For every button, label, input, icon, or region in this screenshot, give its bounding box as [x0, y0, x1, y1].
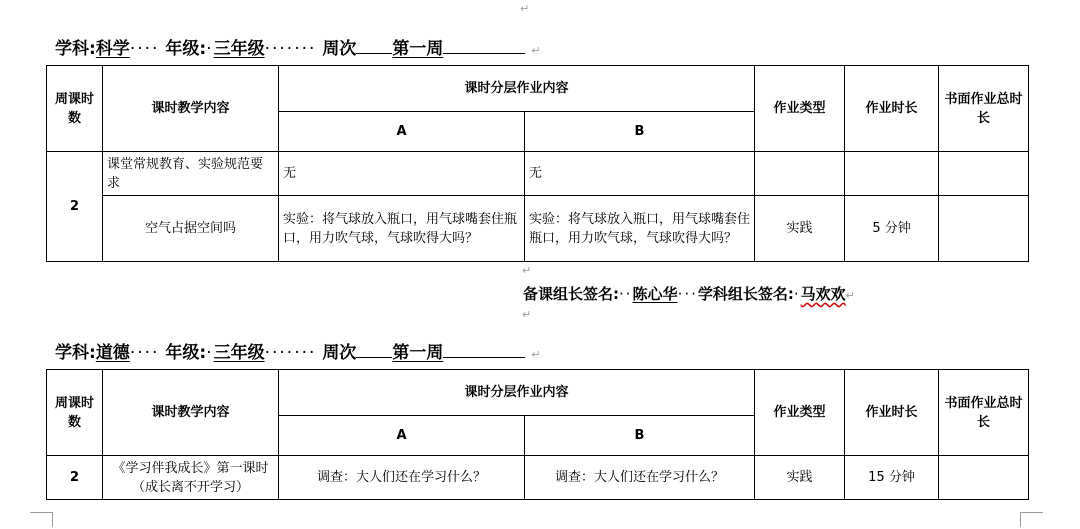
homework-table-science: [46, 65, 1029, 262]
row-duration: 5 分钟: [845, 196, 939, 262]
paragraph-mark: ↵: [520, 2, 530, 15]
row-a: 无: [279, 152, 525, 196]
header-period-count: 周课时数: [47, 66, 103, 152]
header-duration: 作业时长: [845, 66, 939, 152]
paragraph-mark: ↵: [845, 289, 855, 302]
week-value: 第一周: [392, 39, 444, 59]
header-layered: 课时分层作业内容: [279, 66, 755, 112]
period-count-value: 2: [47, 152, 103, 262]
row-written: [939, 456, 1029, 500]
paragraph-mark: ↵: [531, 44, 541, 57]
row-content: 空气占据空间吗: [103, 196, 279, 262]
paragraph-mark: ↵: [522, 264, 532, 277]
header-content: 课时教学内容: [103, 66, 279, 152]
page-corner-mark: [30, 512, 53, 527]
header-period-count: 周课时数: [47, 370, 103, 456]
row-a: 实验：将气球放入瓶口，用气球嘴套住瓶口，用力吹气球，气球吹得大吗？: [279, 196, 525, 262]
prep-leader-name: 陈心华: [632, 285, 678, 303]
grade-label: 年级:: [165, 343, 207, 363]
paragraph-mark: ↵: [522, 308, 532, 321]
section-heading-science: 学科:科学···· 年级:·三年级······· 周次 第一周 ↵: [55, 39, 541, 59]
grade-value: 三年级: [213, 343, 265, 363]
period-count-value: 2: [47, 456, 103, 500]
week-label: 周次: [322, 39, 357, 59]
grade-label: 年级:: [165, 39, 207, 59]
row-content: 《学习伴我成长》第一课时（成长离不开学习）: [103, 456, 279, 500]
header-type: 作业类型: [755, 66, 845, 152]
header-written-total: 书面作业总时长: [939, 66, 1029, 152]
subject-value: 科学: [95, 39, 130, 59]
header-content: 课时教学内容: [103, 370, 279, 456]
homework-table-morality: [46, 369, 1029, 500]
page-corner-mark: [1020, 512, 1043, 527]
section-heading-morality: 学科:道德···· 年级:·三年级······· 周次 第一周 ↵: [55, 343, 541, 363]
header-a: A: [279, 416, 525, 456]
row-a: 调查：大人们还在学习什么？: [279, 456, 525, 500]
row-type: [755, 152, 845, 196]
subject-label: 学科:: [55, 343, 96, 363]
week-label: 周次: [322, 343, 357, 363]
header-a: A: [279, 112, 525, 152]
row-written: [939, 196, 1029, 262]
prep-leader-label: 备课组长签名:: [523, 285, 619, 303]
row-written: [939, 152, 1029, 196]
subject-leader-label: 学科组长签名:: [697, 285, 794, 303]
row-b: 调查：大人们还在学习什么？: [525, 456, 755, 500]
row-type: 实践: [755, 196, 845, 262]
paragraph-mark: ↵: [531, 348, 541, 361]
row-duration: 15 分钟: [845, 456, 939, 500]
week-value: 第一周: [392, 343, 444, 363]
row-content: 课堂常规教育、实验规范要求: [103, 152, 279, 196]
subject-label: 学科:: [55, 39, 96, 59]
subject-leader-name: 马欢欢: [800, 285, 846, 303]
header-b: B: [525, 112, 755, 152]
header-b: B: [525, 416, 755, 456]
header-type: 作业类型: [755, 370, 845, 456]
row-b: 实验：将气球放入瓶口，用气球嘴套住瓶口，用力吹气球，气球吹得大吗？: [525, 196, 755, 262]
grade-value: 三年级: [213, 39, 265, 59]
signature-line: 备课组长签名:··陈心华···学科组长签名:·马欢欢↵: [523, 285, 855, 303]
row-b: 无: [525, 152, 755, 196]
row-duration: [845, 152, 939, 196]
header-written-total: 书面作业总时长: [939, 370, 1029, 456]
header-layered: 课时分层作业内容: [279, 370, 755, 416]
subject-value: 道德: [95, 343, 130, 363]
header-duration: 作业时长: [845, 370, 939, 456]
row-type: 实践: [755, 456, 845, 500]
